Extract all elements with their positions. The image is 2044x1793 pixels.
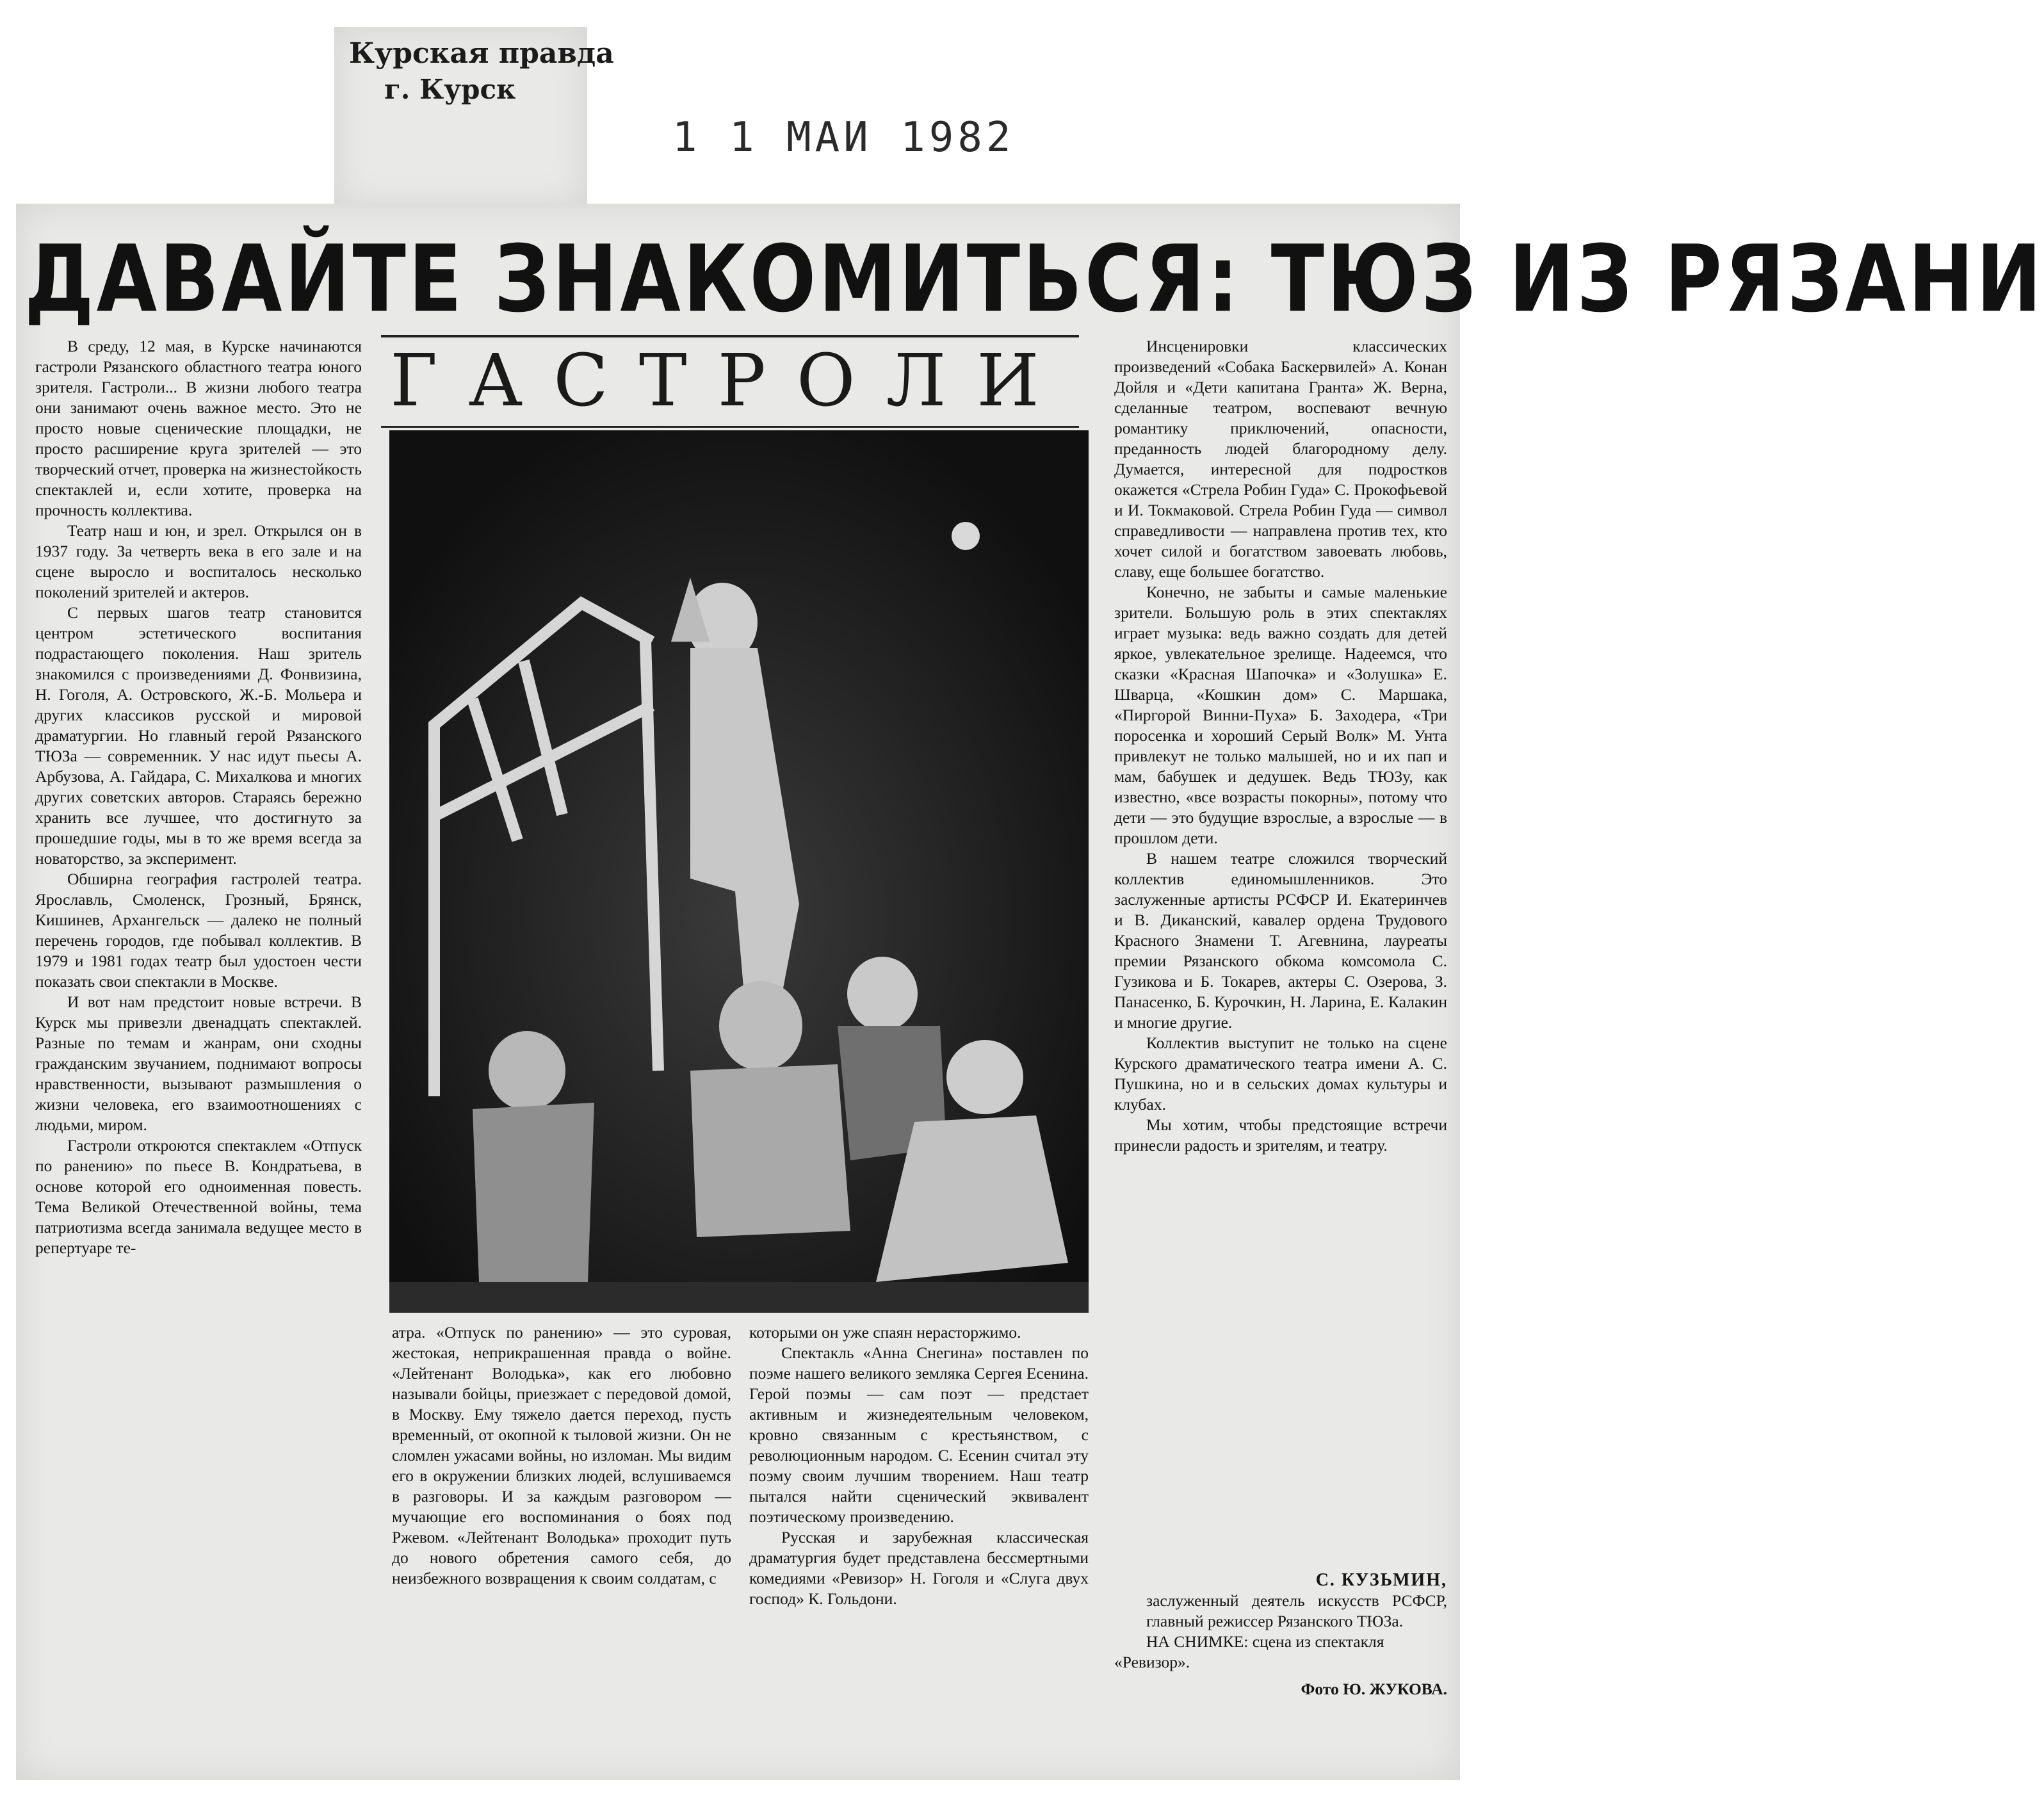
article-column-1: [35, 336, 362, 1258]
signature-block: [1114, 1570, 1447, 1700]
paragraph: Гастроли откроются спектаклем «Отпуск по ранению» по пьесе В. Кондратьева, в основе которой его одноименная повесть. Тема Великой Отечественной войны, тема патриотизма всегда занимала ведущее место в репертуаре те-: [35, 1136, 362, 1257]
paragraph: которыми он уже спаян нерасторжимо.: [749, 1323, 1021, 1342]
paragraph: Конечно, не забыты и самые маленькие зрители. Большую роль в этих спектаклях играет музыка: ведь важно создать для детей яркое, увлекательное зрелище. Надеемся, что сказки «Красная Шапочка» и «Золушка» Е. Шварца, «Кошкин дом» С. Маршака, «Пиргорой Винни-Пуха» Б. Заходера, «Три поросенка и хороший Серый Волк» М. Унта привлекут не только малышей, но и их пап и мам, бабушек и дедушек. Ведь ТЮЗу, как известно, «все возрасты покорны», потому что дети — это будущие взрослые, а взрослые — в прошлом дети.: [1114, 583, 1447, 847]
paragraph: Обширна география гастролей театра. Ярославль, Смоленск, Грозный, Брянск, Кишинев, Архангельск — далеко не полный перечень городов, где побывал коллектив. В 1979 и 1981 годах театр был удостоен чести показать свои спектакли в Москве.: [35, 870, 362, 991]
newspaper-name: Курская правда: [349, 37, 614, 70]
date-stamp: 1 1 МАИ 1982: [672, 114, 1015, 161]
rubric: ГАСТРОЛИ: [390, 339, 1070, 423]
paragraph: Коллектив выступит не только на сцене Курского драматического театра имени А. С. Пушкина, но и в сельских домах культуры и клубах.: [1114, 1034, 1447, 1114]
rubric-rule-top: [381, 335, 1079, 337]
headline: ДАВАЙТЕ ЗНАКОМИТЬСЯ: ТЮЗ ИЗ РЯЗАНИ: [24, 225, 2044, 333]
paragraph: Инсценировки классических произведений «Собака Баскервилей» А. Конан Дойля и «Дети капитана Гранта» Ж. Верна, сделанные театром, воспевают вечную романтику приключений, опасности, преданность людей благородному делу. Думается, интересной для подростков окажется «Стрела Робин Гуда» С. Прокофьевой и И. Токмаковой. Стрела Робин Гуда — символ справедливости — направлена против тех, кто хочет силой и богатством завоевать любовь, славу, еще большее богатство.: [1114, 337, 1447, 581]
newspaper-city: г. Курск: [384, 74, 516, 105]
stage-photo: [389, 430, 1089, 1313]
paragraph: И вот нам предстоит новые встречи. В Курск мы привезли двенадцать спектаклей. Разные по темам и жанрам, они сходны гражданским звучанием, поднимают вопросы нравственности, вызывают размышления о жизни человека, его взаимоотношениях с людьми, миром.: [35, 993, 362, 1134]
paragraph: атра. «Отпуск по ранению» — это суровая, жестокая, неприкрашенная правда о войне. «Лейтенант Володька», как его любовно называли бойцы, приезжает с передовой домой, в Москву. Ему тяжело дается переход, пусть временный, от окопной к тыловой жизни. Он не сломлен ужасами войны, но изломан. Мы видим его в окружении близких людей, вслушиваемся в разговоры. И за каждым разговором — мучающие его воспоминания о боях под Ржевом. «Лейтенант Володька» проходит путь до нового обретения самого себя, до неизбежного возвращения к своим солдатам, с: [392, 1323, 731, 1587]
paragraph: Мы хотим, чтобы предстоящие встречи принесли радость и зрителям, и театру.: [1114, 1116, 1447, 1155]
paragraph: Русская и зарубежная классическая драматургия будет представлена бессмертными комедиями «Ревизор» Н. Гоголя и «Слуга двух господ» К. Гольдони.: [749, 1528, 1089, 1608]
paragraph: С первых шагов театр становится центром эстетического воспитания подрастающего поколения. Наш зритель знакомился с произведениями Д. Фонвизина, Н. Гоголя, А. Островского, Ж.-Б. Мольера и других классиков русской и мировой драматургии. Но главный герой Рязанского ТЮЗа — современник. У нас идут пьесы А. Арбузова, А. Гайдара, С. Михалкова и многих других советских авторов. Стараясь бережно хранить все лучшее, что достигнуто за прошедшие годы, мы в то же время всегда за новаторство, за эксперимент.: [35, 603, 362, 868]
paragraph: В среду, 12 мая, в Курске начинаются гастроли Рязанского областного театра юного зрителя. Гастроли... В жизни любого театра они занимают очень важное место. Это не просто новые сценические площадки, не просто расширение круга зрителей — это творческий отчет, проверка на жизнестойкость спектаклей и, если хотите, проверка на прочность коллектива.: [35, 337, 362, 519]
article-column-3: [749, 1322, 1089, 1609]
article-column-4: [1114, 336, 1447, 1156]
photo-caption: НА СНИМКЕ: сцена из спектакля «Ревизор».: [1114, 1632, 1384, 1671]
photo-credit: Фото Ю. ЖУКОВА.: [1301, 1680, 1447, 1698]
stage-photo-illustration: [389, 430, 1089, 1313]
paragraph: Театр наш и юн, и зрел. Открылся он в 1937 году. За четверть века в его зале и на сцене выросло и воспиталось несколько поколений зрителей и актеров.: [35, 521, 362, 601]
paragraph: В нашем театре сложился творческий коллектив единомышленников. Это заслуженные артисты РСФСР И. Екатеринчев и В. Диканский, кавалер ордена Трудового Красного Знамени Т. Агевнина, лауреаты премии Рязанского обкома комсомола С. Гузикова и Б. Токарев, актеры С. Озерова, З. Панасенко, Б. Курочкин, Н. Ларина, Е. Калакин и многие другие.: [1114, 849, 1447, 1032]
author-name: С. КУЗЬМИН,: [1315, 1570, 1447, 1590]
author-title: заслуженный деятель искусств РСФСР, главный режиссер Рязанского ТЮЗа.: [1146, 1591, 1447, 1630]
rubric-rule-bottom: [381, 426, 1079, 428]
article-column-2: [392, 1322, 731, 1589]
paragraph: Спектакль «Анна Снегина» поставлен по поэме нашего великого земляка Сергея Есенина. Герой поэмы — сам поэт — предстает активным и жизнедеятельным человеком, кровно связанным с крестьянством, с революционным народом. С. Есенин считал эту поэму своим лучшим творением. Наш театр пытался найти сценический эквивалент поэтическому произведению.: [749, 1343, 1089, 1526]
